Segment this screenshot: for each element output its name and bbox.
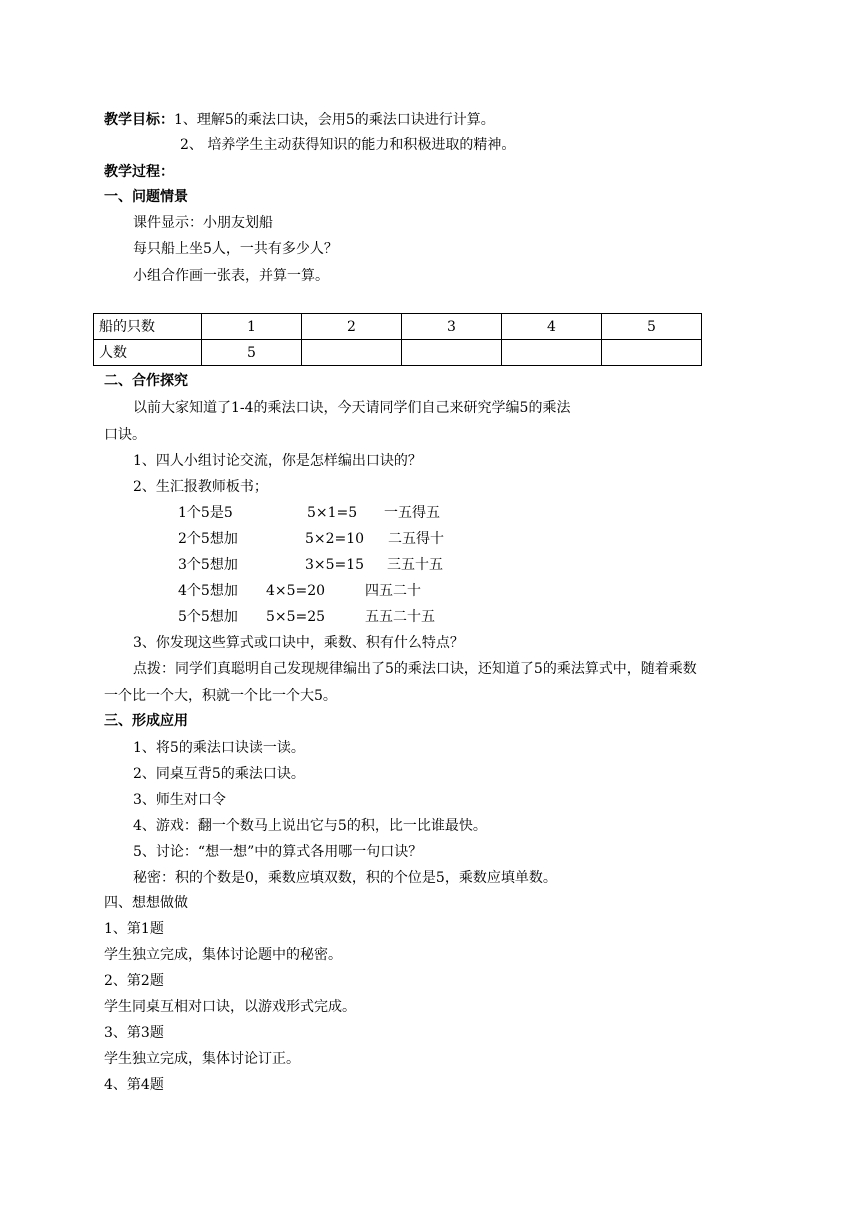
section4-line: 1、第1题 bbox=[104, 921, 164, 937]
board-rhyme: 四五二十 bbox=[365, 583, 421, 599]
table-row bbox=[94, 314, 702, 340]
board-text: 5个5想加 bbox=[178, 609, 238, 625]
table-cell: 船的只数 bbox=[94, 314, 202, 340]
table-cell bbox=[302, 340, 402, 366]
section1-line: 小组合作画一张表，并算一算。 bbox=[133, 268, 329, 284]
section3-title: 三、形成应用 bbox=[104, 713, 188, 729]
section4-line: 4、第4题 bbox=[104, 1077, 164, 1093]
table-row bbox=[94, 340, 702, 366]
section4-line: 学生独立完成，集体讨论题中的秘密。 bbox=[104, 947, 342, 963]
boats-table bbox=[93, 313, 702, 366]
board-rhyme: 二五得十 bbox=[388, 531, 444, 547]
board-text: 1个5是5 bbox=[178, 505, 233, 521]
goal-item-2: 2、 培养学生主动获得知识的能力和积极进取的精神。 bbox=[180, 137, 516, 153]
table-cell bbox=[602, 340, 702, 366]
section1-title: 一、问题情景 bbox=[104, 189, 188, 205]
section3-item: 3、师生对口令 bbox=[133, 792, 226, 808]
section3-secret: 秘密：积的个数是0，乘数应填双数，积的个位是5，乘数应填单数。 bbox=[133, 870, 557, 886]
section1-line: 每只船上坐5人，一共有多少人？ bbox=[133, 241, 338, 257]
table-cell: 2 bbox=[302, 314, 402, 340]
process-label: 教学过程： bbox=[104, 164, 174, 180]
section4-line: 学生独立完成，集体讨论订正。 bbox=[104, 1051, 300, 1067]
table-cell bbox=[402, 340, 502, 366]
board-text: 3个5想加 bbox=[178, 557, 238, 573]
section3-item: 5、讨论：“想一想”中的算式各用哪一句口诀？ bbox=[133, 844, 423, 860]
section4-line: 学生同桌互相对口诀，以游戏形式完成。 bbox=[104, 999, 356, 1015]
section2-step-2: 2、生汇报教师板书； bbox=[133, 479, 268, 495]
board-text: 2个5想加 bbox=[178, 531, 238, 547]
section3-item: 4、游戏：翻一个数马上说出它与5的积，比一比谁最快。 bbox=[133, 818, 487, 834]
board-rhyme: 三五十五 bbox=[387, 557, 443, 573]
board-text: 4个5想加 bbox=[178, 583, 238, 599]
board-formula: 5×1=5 bbox=[307, 505, 358, 521]
goals-label: 教学目标： bbox=[104, 112, 174, 128]
table-cell: 4 bbox=[502, 314, 602, 340]
section4-line: 2、第2题 bbox=[104, 973, 164, 989]
table-cell: 5 bbox=[202, 340, 302, 366]
board-formula: 3×5=15 bbox=[305, 557, 365, 573]
board-formula: 5×2=10 bbox=[305, 531, 365, 547]
section2-intro-cont: 口诀。 bbox=[104, 427, 146, 443]
board-rhyme: 五五二十五 bbox=[365, 609, 435, 625]
section2-step-1: 1、四人小组讨论交流，你是怎样编出口诀的？ bbox=[133, 453, 422, 469]
section2-intro: 以前大家知道了1-4的乘法口诀，今天请同学们自己来研究学编5的乘法 bbox=[133, 400, 571, 416]
goals-line-1 bbox=[104, 111, 495, 129]
section2-title: 二、合作探究 bbox=[104, 373, 188, 389]
section2-tip-cont: 一个比一个大，积就一个比一个大5。 bbox=[104, 688, 337, 704]
section4-title: 四、想想做做 bbox=[104, 895, 188, 911]
table-cell bbox=[502, 340, 602, 366]
goal-item-1: 1、理解5的乘法口诀，会用5的乘法口诀进行计算。 bbox=[174, 112, 495, 128]
section2-step-3: 3、你发现这些算式或口诀中，乘数、积有什么特点？ bbox=[133, 635, 464, 651]
table-cell: 3 bbox=[402, 314, 502, 340]
table-cell: 5 bbox=[602, 314, 702, 340]
board-formula: 4×5=20 bbox=[266, 583, 326, 599]
table-cell: 人数 bbox=[94, 340, 202, 366]
section4-line: 3、第3题 bbox=[104, 1025, 164, 1041]
board-rhyme: 一五得五 bbox=[384, 505, 440, 521]
section3-item: 2、同桌互背5的乘法口诀。 bbox=[133, 766, 305, 782]
section3-item: 1、将5的乘法口诀读一读。 bbox=[133, 740, 305, 756]
board-formula: 5×5=25 bbox=[266, 609, 326, 625]
section2-tip: 点拨：同学们真聪明自己发现规律编出了5的乘法口诀，还知道了5的乘法算式中，随着乘数 bbox=[133, 661, 697, 677]
table-cell: 1 bbox=[202, 314, 302, 340]
section1-line: 课件显示：小朋友划船 bbox=[133, 215, 273, 231]
